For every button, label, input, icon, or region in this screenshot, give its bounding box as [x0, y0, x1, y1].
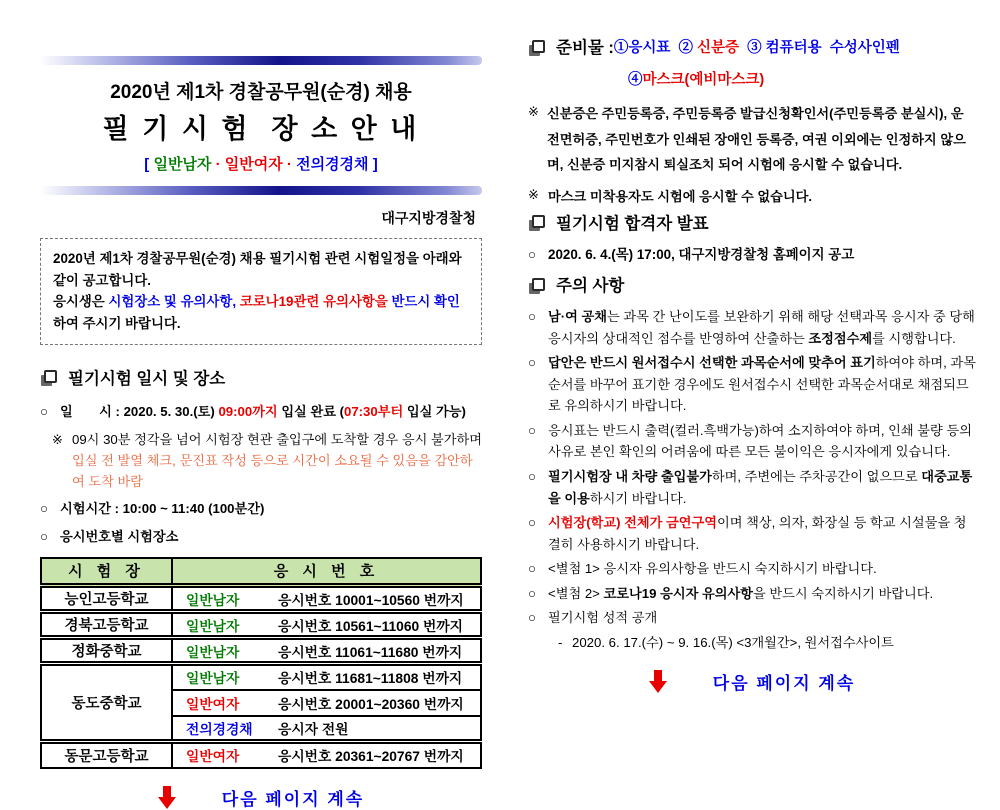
section-results-heading	[528, 210, 976, 234]
caution-item	[528, 607, 976, 629]
numbers-cell	[172, 638, 481, 664]
category-label: 일반여자	[186, 749, 240, 765]
table-row	[41, 664, 481, 690]
table-row	[41, 612, 481, 638]
notice-box	[40, 238, 482, 345]
number-range: 응시번호 20001~20360 번까지	[278, 696, 464, 712]
circle-bullet: ○	[528, 246, 536, 262]
supplies-list-line1: ①응시표 ② 신분증 ③ 컴퓨터용 수성사인펜	[613, 39, 900, 56]
layered-square-icon	[44, 370, 57, 383]
number-range: 응시번호 10001~10560 번까지	[278, 592, 464, 608]
supplies-note-id	[528, 101, 976, 178]
circle-bullet: ○	[528, 561, 536, 577]
exam-arrival-note	[40, 429, 486, 492]
caution-item	[528, 306, 979, 349]
results-announcement-text: 2020. 6. 4.(목) 17:00, 대구지방경찰청 홈페이지 공고	[548, 246, 855, 262]
category-label: 일반여자	[186, 696, 240, 712]
category-label: 일반남자	[186, 592, 240, 608]
results-announcement-line	[528, 244, 976, 265]
caution-item-text: 필기시험장 내 차량 출입불가하며, 주변에는 주차공간이 없으므로 대중교통을 이용하시기 바랍니다.	[548, 468, 973, 506]
document-title-block	[40, 56, 482, 195]
reference-mark: ※	[528, 104, 540, 119]
layered-square-icon	[532, 278, 545, 291]
venue-cell: 동문고등학교	[41, 742, 172, 768]
continue-next-page-left	[40, 785, 482, 810]
title-bottom-rule	[40, 186, 482, 195]
col-header-numbers: 응 시 번 호	[172, 558, 481, 586]
left-column	[40, 56, 486, 810]
numbers-cell	[172, 664, 481, 690]
document-title-line1: 2020년 제1차 경찰공무원(순경) 채용	[110, 82, 412, 103]
exam-date-text: 일 시 : 2020. 5. 30.(토) 09:00까지 입실 완료 (07:30부터 입실 가능)	[60, 403, 466, 419]
circle-bullet: ○	[528, 468, 536, 484]
numbers-cell	[172, 690, 481, 716]
notice-line2: 응시생은 시험장소 및 유의사항, 코로나19관련 유의사항을 반드시 확인하여 주시기 바랍니다.	[53, 294, 460, 332]
section-supplies-heading	[528, 34, 976, 58]
exam-time-text: 시험시간 : 10:00 ~ 11:40 (100분간)	[60, 501, 265, 517]
caution-item-text: 응시표는 반드시 출력(컬러.흑백가능)하여 소지하여야 하며, 인쇄 불량 등의 사유로 본인 확인의 어려움에 따른 모든 불이익은 응시자에게 있습니다.	[548, 422, 976, 460]
caution-item	[528, 352, 976, 417]
section-title: 필기시험 합격자 발표	[556, 214, 709, 233]
circle-bullet: ○	[528, 585, 536, 601]
numbers-cell	[172, 586, 481, 612]
layered-square-icon	[532, 215, 545, 228]
continue-label: 다음 페이지 계속	[712, 673, 856, 693]
caution-item	[528, 466, 976, 509]
circle-bullet: ○	[40, 501, 48, 517]
caution-item-text: 남·여 공채는 과목 간 난이도를 보완하기 위해 해당 선택과목 응시자 중 당해 응시자의 상대적인 점수를 반영하여 산출하는 조정점수제를 시행합니다.	[548, 309, 979, 346]
section-title: 필기시험 일시 및 장소	[68, 369, 226, 388]
circle-bullet: ○	[40, 403, 48, 419]
number-range: 응시자 전원	[278, 721, 349, 737]
red-down-arrow-icon	[649, 670, 667, 693]
caution-sub-item-text: 2020. 6. 17.(수) ~ 9. 16.(목) <3개월간>, 원서접수사이트	[572, 634, 894, 650]
category-label: 일반남자	[186, 644, 240, 660]
section-exam-datetime-heading	[40, 365, 482, 389]
table-row	[41, 638, 481, 664]
exam-locations-table	[40, 557, 482, 769]
number-range: 응시번호 11061~11680 번까지	[278, 644, 463, 660]
numbers-cell	[172, 716, 481, 742]
continue-next-page-right	[528, 669, 976, 694]
table-row	[41, 742, 481, 768]
numbers-cell	[172, 742, 481, 768]
circle-bullet: ○	[528, 610, 536, 626]
exam-arrival-note-text: 09시 30분 정각을 넘어 시험장 현관 출입구에 도착할 경우 응시 불가하며 입실 전 발열 체크, 문진표 작성 등으로 시간이 소요될 수 있음을 감안하여 도착 바람	[72, 431, 486, 490]
venue-cell: 경북고등학교	[41, 612, 172, 638]
notice-line1: 2020년 제1차 경찰공무원(순경) 채용 필기시험 관련 시험일정을 아래와 같이 공고합니다.	[53, 251, 466, 288]
red-down-arrow-icon	[158, 786, 176, 809]
layered-square-icon	[532, 40, 545, 53]
caution-sub-item	[528, 632, 976, 653]
numbers-cell	[172, 612, 481, 638]
table-header-row	[41, 558, 481, 586]
exam-time-line	[40, 498, 482, 519]
supplies-note-mask	[528, 184, 976, 210]
col-header-venue: 시 험 장	[41, 558, 172, 586]
table-row	[41, 586, 481, 612]
venue-cell: 동도중학교	[41, 664, 172, 742]
circle-bullet: ○	[528, 515, 536, 531]
section-cautions-heading	[528, 272, 976, 296]
caution-item-text: <별첨 2> 코로나19 응시자 유의사항을 반드시 숙지하시기 바랍니다.	[548, 585, 934, 601]
caution-item	[528, 512, 976, 555]
circle-bullet: ○	[40, 529, 48, 545]
caution-item	[528, 583, 976, 605]
right-column	[528, 34, 979, 694]
document-subtitle: [ 일반남자 · 일반여자 · 전의경경채 ]	[144, 156, 378, 173]
caution-item	[528, 420, 976, 463]
supplies-note-id-text: 신분증은 주민등록증, 주민등록증 발급신청확인서(주민등록증 분실시), 운전면허증, 주민번호가 인쇄된 장애인 등록증, 여권 이외에는 인정하지 않으며, 신분증 미지참시 퇴실조치 되어 시험에 응시할 수 없습니다.	[547, 106, 966, 173]
reference-mark: ※	[52, 431, 64, 447]
exam-date-line	[40, 401, 482, 422]
section-title: 주의 사항	[556, 277, 625, 296]
circle-bullet: ○	[528, 355, 536, 371]
reference-mark: ※	[528, 187, 540, 203]
caution-item-text: 답안은 반드시 원서접수시 선택한 과목순서에 맞추어 표기하여야 하며, 과목순서를 바꾸어 표기한 경우에도 원서접수시 선택한 과목순서대로 채점되므로 유의하시기 바랍니다.	[548, 355, 976, 414]
document-title-line2: 필 기 시 험 장 소 안 내	[102, 114, 420, 144]
supplies-list-line2: ④마스크(예비마스크)	[628, 72, 765, 88]
dash-bullet: -	[558, 634, 563, 650]
exam-location-line	[40, 526, 482, 547]
section-title: 준비물 :	[556, 39, 614, 57]
agency-name: 대구지방경찰청	[381, 210, 476, 226]
circle-bullet: ○	[528, 422, 536, 438]
number-range: 응시번호 10561~11060 번까지	[278, 618, 463, 634]
continue-label: 다음 페이지 계속	[221, 789, 365, 809]
category-label: 일반남자	[186, 671, 240, 687]
venue-cell: 능인고등학교	[41, 586, 172, 612]
category-label: 전의경경채	[186, 721, 253, 737]
number-range: 응시번호 11681~11808 번까지	[278, 671, 463, 687]
caution-item-text: 시험장(학교) 전체가 금연구역이며 책상, 의자, 화장실 등 학교 시설물을 청결히 사용하시기 바랍니다.	[548, 515, 967, 552]
circle-bullet: ○	[528, 309, 536, 325]
caution-item-text: 필기시험 성적 공개	[548, 610, 658, 626]
number-range: 응시번호 20361~20767 번까지	[278, 749, 464, 765]
venue-cell: 정화중학교	[41, 638, 172, 664]
title-top-rule	[40, 56, 482, 65]
exam-location-text: 응시번호별 시험장소	[60, 529, 179, 545]
category-label: 일반남자	[186, 618, 240, 634]
supplies-note-mask-text: 마스크 미착용자도 시험에 응시할 수 없습니다.	[548, 189, 813, 205]
caution-item-text: <별첨 1> 응시자 유의사항을 반드시 숙지하시기 바랍니다.	[548, 561, 877, 577]
caution-item	[528, 558, 976, 580]
